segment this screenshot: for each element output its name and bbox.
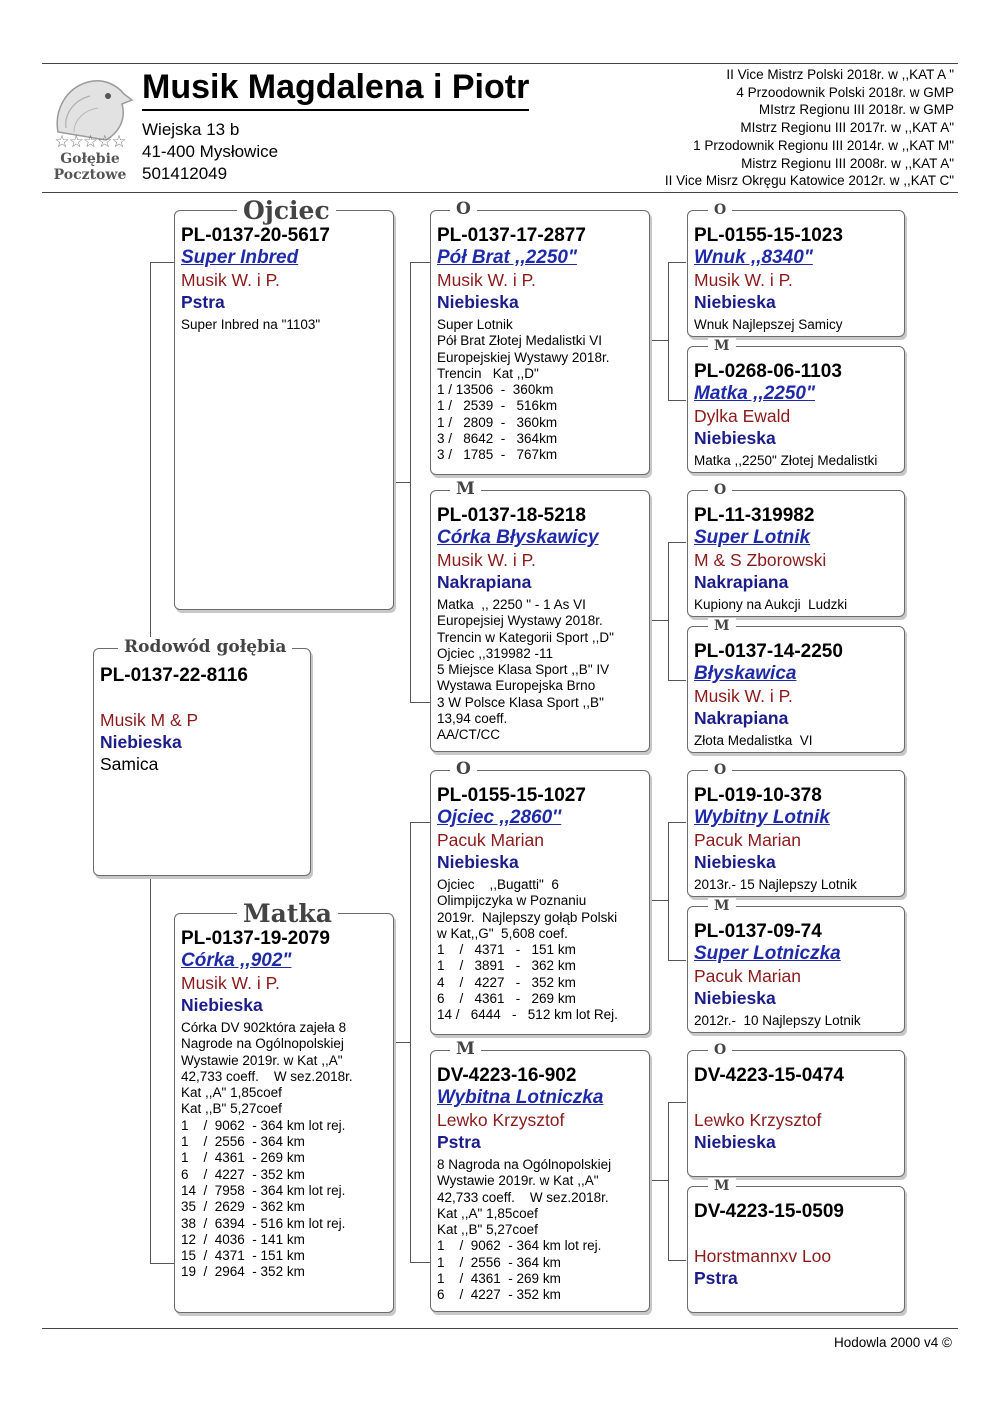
great-grandparent-notes: Wnuk Najlepszej Samicy	[694, 317, 843, 332]
father-color: Pstra	[181, 292, 225, 312]
connector	[668, 822, 686, 823]
subject-color: Niebieska	[100, 732, 182, 752]
grandparent-color: Niebieska	[437, 292, 519, 312]
connector	[150, 262, 151, 647]
father-owner: Musik W. i P.	[181, 270, 280, 290]
grandparent-ring: PL-0137-17-2877	[437, 225, 586, 246]
great-grandparent-color: Pstra	[694, 1268, 738, 1288]
grandparent-color: Nakrapiana	[437, 572, 532, 592]
great-grandparent-ring: PL-0155-15-1023	[694, 225, 843, 246]
mother-label: Matka	[237, 899, 338, 928]
connector	[650, 1180, 668, 1181]
great-grandparent-label: M	[708, 338, 736, 354]
great-grandparent-owner: Pacuk Marian	[694, 830, 801, 850]
grandparent-card[interactable]	[430, 490, 650, 752]
connector	[668, 542, 669, 680]
connector	[668, 542, 686, 543]
great-grandparent-card[interactable]	[687, 210, 905, 337]
great-grandparent-color: Nakrapiana	[694, 708, 789, 728]
great-grandparent-notes: 2013r.- 15 Najlepszy Lotnik	[694, 877, 857, 892]
father-card[interactable]	[174, 210, 394, 610]
great-grandparent-name: Błyskawica	[694, 663, 797, 684]
great-grandparent-notes: 2012r.- 10 Najlepszy Lotnik	[694, 1013, 861, 1028]
great-grandparent-label: O	[708, 202, 732, 218]
header-bottom-rule	[42, 192, 958, 193]
achievement-item: MIstrz Regionu III 2018r. w GMP	[758, 102, 954, 118]
great-grandparent-label: M	[708, 898, 736, 914]
father-ring: PL-0137-20-5617	[181, 225, 330, 246]
great-grandparent-notes: Kupiony na Aukcji Ludzki	[694, 597, 848, 612]
achievement-item: MIstrz Regionu III 2017r. w ,,KAT A"	[740, 120, 954, 136]
logo-text-line1: Gołębie	[60, 151, 120, 167]
grandparent-owner: Lewko Krzysztof	[437, 1110, 565, 1130]
grandparent-card[interactable]	[430, 210, 650, 475]
breeder-title: Musik Magdalena i Piotr	[142, 68, 529, 111]
great-grandparent-owner: Lewko Krzysztof	[694, 1110, 822, 1130]
connector	[668, 262, 669, 400]
connector	[410, 1262, 430, 1263]
great-grandparent-card[interactable]	[687, 906, 905, 1033]
connector	[668, 1102, 669, 1260]
great-grandparent-owner: Musik W. i P.	[694, 686, 793, 706]
great-grandparent-notes: Matka ,,2250" Złotej Medalistki	[694, 453, 878, 468]
mother-notes: Córka DV 902która zajeła 8 Nagrode na Ogólnopolskiej Wystawie 2019r. w Kat ,,A" 42,733 coeff. W sez.2018r. Kat ,,A" 1,85coef Kat ,,B" 5,27coef 1 / 9062 - 364 km lot rej. 1 / 2556 - 364 km 1 / 4361 - 269 km 6 / 4227 - 352 km 14 / 7958 - 364 km lot rej. 35 / 2629 - 362 km 38 / 6394 - 516 km lot rej. 12 / 4036 - 141 km 15 / 4371 - 151 km 19 / 2964 - 352 km	[181, 1020, 353, 1280]
connector	[410, 262, 411, 702]
connector	[150, 878, 151, 1263]
great-grandparent-ring: PL-0137-14-2250	[694, 641, 843, 662]
mother-owner: Musik W. i P.	[181, 973, 280, 993]
footer-rule	[42, 1328, 958, 1329]
grandparent-notes: Matka ,, 2250 " - 1 As VI Europejsiej Wystawy 2018r. Trencin w Kategorii Sport ,,D" Ojciec ,,319982 -11 5 Miejsce Klasa Sport ,,B" IV Wystawa Europejska Brno 3 W Polsce Klasa Sport ,,B" 13,94 coeff. AA/CT/CC	[437, 597, 614, 743]
grandparent-name: Pół Brat ,,2250"	[437, 247, 577, 268]
great-grandparent-name: Super Lotnik	[694, 527, 811, 548]
grandparent-name: Córka Błyskawicy	[437, 527, 599, 548]
great-grandparent-card[interactable]	[687, 1050, 905, 1177]
great-grandparent-color: Niebieska	[694, 1132, 776, 1152]
great-grandparent-name: Super Lotniczka	[694, 943, 841, 964]
connector	[650, 340, 668, 341]
great-grandparent-owner: Pacuk Marian	[694, 966, 801, 986]
connector	[668, 1102, 686, 1103]
achievement-item: 1 Przodownik Regionu III 2014r. w ,,KAT M"	[693, 137, 954, 153]
great-grandparent-ring: DV-4223-15-0509	[694, 1201, 844, 1222]
great-grandparent-owner: Dylka Ewald	[694, 406, 791, 426]
grandparent-notes: 8 Nagroda na Ogólnopolskiej Wystawie 2019r. w Kat ,,A" 42,733 coeff. W sez.2018r. Kat ,,A" 1,85coef Kat ,,B" 5,27coef 1 / 9062 - 364 km lot rej. 1 / 2556 - 364 km 1 / 4361 - 269 km 6 / 4227 - 352 km	[437, 1157, 612, 1303]
subject-card[interactable]	[93, 648, 311, 876]
great-grandparent-name: Wnuk ,,8340"	[694, 247, 813, 268]
footer-credit: Hodowla 2000 v4 ©	[833, 1335, 952, 1350]
father-label: Ojciec	[237, 196, 336, 225]
mother-color: Niebieska	[181, 995, 263, 1015]
great-grandparent-color: Niebieska	[694, 852, 776, 872]
great-grandparent-card[interactable]	[687, 1186, 905, 1313]
grandparent-notes: Super Lotnik Pół Brat Złotej Medalistki VI Europejskiej Wystawy 2018r. Trencin Kat ,,D" 1 / 13506 - 360km 1 / 2539 - 516km 1 / 2809 - 360km 3 / 8642 - 364km 3 / 1785 - 767km	[437, 317, 610, 463]
grandparent-name: Ojciec ,,2860''	[437, 807, 562, 828]
great-grandparent-label: M	[708, 618, 736, 634]
great-grandparent-owner: M & S Zborowski	[694, 550, 827, 570]
great-grandparent-label: M	[708, 1178, 736, 1194]
connector	[410, 822, 430, 823]
great-grandparent-ring: DV-4223-15-0474	[694, 1065, 844, 1086]
great-grandparent-color: Niebieska	[694, 988, 776, 1008]
achievement-item: II Vice Misrz Okręgu Katowice 2012r. w ,,KAT C"	[664, 173, 954, 189]
subject-sex: Samica	[100, 754, 159, 774]
grandparent-owner: Pacuk Marian	[437, 830, 544, 850]
achievement-item: 4 Przoodownik Polski 2018r. w GMP	[736, 84, 954, 100]
subject-owner: Musik M & P	[100, 710, 199, 730]
address-street: Wiejska 13 b	[142, 120, 240, 139]
grandparent-ring: PL-0155-15-1027	[437, 785, 586, 806]
great-grandparent-card[interactable]	[687, 626, 905, 753]
achievement-item: Mistrz Regionu III 2008r. w ,,KAT A"	[741, 155, 954, 171]
great-grandparent-label: O	[708, 762, 732, 778]
grandparent-name: Wybitna Lotniczka	[437, 1087, 604, 1108]
connector	[394, 482, 410, 483]
logo-text-line2: Pocztowe	[53, 167, 127, 183]
great-grandparent-label: O	[708, 1042, 732, 1058]
great-grandparent-name: Wybitny Lotnik	[694, 807, 830, 828]
connector	[410, 262, 430, 263]
connector	[650, 620, 668, 621]
address-phone: 501412049	[142, 164, 228, 183]
grandparent-notes: Ojciec ,,Bugatti" 6 Olimpijczyka w Poznaniu 2019r. Najlepszy gołąb Polski w Kat,,G" 5,608 coef. 1 / 4371 - 151 km 1 / 3891 - 362 km 4 / 4227 - 352 km 6 / 4361 - 269 km 14 / 6444 - 512 km lot Rej.	[437, 877, 618, 1023]
grandparent-card[interactable]	[430, 770, 650, 1035]
great-grandparent-owner: Musik W. i P.	[694, 270, 793, 290]
address-city: 41-400 Mysłowice	[142, 142, 279, 161]
great-grandparent-color: Niebieska	[694, 292, 776, 312]
achievements-list	[665, 66, 954, 190]
achievement-item: II Vice Mistrz Polski 2018r. w ,,KAT A "	[726, 67, 954, 82]
mother-ring: PL-0137-19-2079	[181, 928, 330, 949]
connector	[410, 702, 430, 703]
great-grandparent-owner: Horstmannxv Loo	[694, 1246, 832, 1266]
great-grandparent-ring: PL-0137-09-74	[694, 921, 822, 942]
grandparent-owner: Musik W. i P.	[437, 550, 536, 570]
connector	[668, 262, 686, 263]
great-grandparent-card[interactable]	[687, 346, 905, 473]
header-top-rule	[42, 63, 958, 64]
connector	[668, 960, 686, 961]
great-grandparent-card[interactable]	[687, 770, 905, 897]
great-grandparent-notes: Złota Medalistka VI	[694, 733, 813, 748]
grandparent-ring: DV-4223-16-902	[437, 1065, 577, 1086]
connector	[668, 400, 686, 401]
grandparent-ring: PL-0137-18-5218	[437, 505, 586, 526]
grandparent-color: Pstra	[437, 1132, 481, 1152]
great-grandparent-ring: PL-019-10-378	[694, 785, 822, 806]
grandparent-label: M	[450, 1039, 481, 1059]
great-grandparent-color: Niebieska	[694, 428, 776, 448]
grandparent-label: M	[450, 479, 481, 499]
connector	[668, 822, 669, 960]
great-grandparent-color: Nakrapiana	[694, 572, 789, 592]
subject-label: Rodowód gołębia	[118, 637, 292, 657]
mother-name: Córka ,,902"	[181, 950, 292, 971]
great-grandparent-ring: PL-0268-06-1103	[694, 361, 842, 382]
grandparent-owner: Musik W. i P.	[437, 270, 536, 290]
subject-ring: PL-0137-22-8116	[100, 665, 248, 686]
grandparent-color: Niebieska	[437, 852, 519, 872]
mother-card[interactable]	[174, 913, 394, 1313]
grandparent-card[interactable]	[430, 1050, 650, 1312]
father-name: Super Inbred	[181, 247, 299, 268]
connector	[668, 1260, 686, 1261]
connector	[668, 680, 686, 681]
connector	[150, 262, 174, 263]
connector	[410, 822, 411, 1262]
grandparent-label: O	[450, 759, 477, 779]
great-grandparent-ring: PL-11-319982	[694, 505, 815, 526]
great-grandparent-name: Matka ,,2250"	[694, 383, 815, 404]
connector	[650, 900, 668, 901]
connector	[394, 1042, 410, 1043]
connector	[150, 1263, 174, 1264]
great-grandparent-card[interactable]	[687, 490, 905, 617]
father-notes: Super Inbred na "1103"	[181, 317, 321, 332]
grandparent-label: O	[450, 199, 477, 219]
great-grandparent-label: O	[708, 482, 732, 498]
logo-stars: ☆☆☆☆☆	[54, 132, 126, 151]
